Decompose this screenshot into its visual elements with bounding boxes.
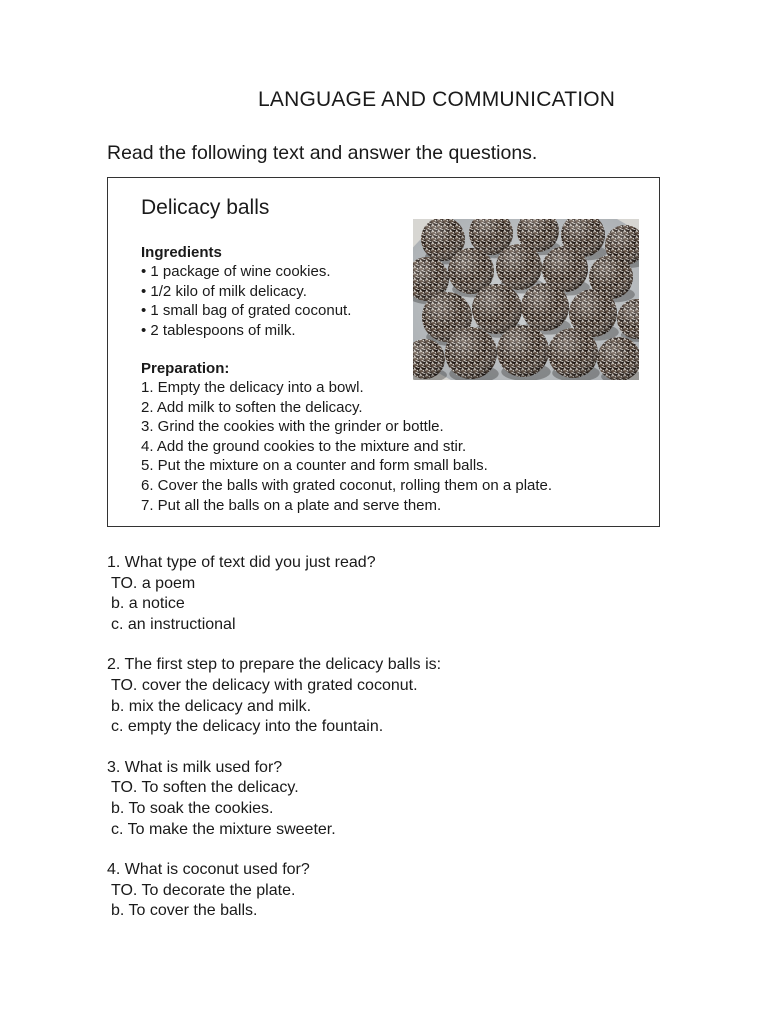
preparation-step: 5. Put the mixture on a counter and form small balls. xyxy=(141,457,488,475)
preparation-step: 2. Add milk to soften the delicacy. xyxy=(141,398,363,416)
document-title: LANGUAGE AND COMMUNICATION xyxy=(258,88,616,111)
answer-option: c. an instructional xyxy=(111,615,236,633)
ball-highlight xyxy=(521,283,569,331)
recipe-title: Delicacy balls xyxy=(141,196,270,219)
ball-highlight xyxy=(445,327,497,379)
question-block xyxy=(107,758,707,840)
answer-option: TO. a poem xyxy=(111,574,196,592)
preparation-step: 3. Grind the cookies with the grinder or bottle. xyxy=(141,418,444,436)
answer-option: TO. To decorate the plate. xyxy=(111,881,296,899)
ingredient-item: • 1 package of wine cookies. xyxy=(141,263,331,280)
ball-highlight xyxy=(496,244,542,290)
ball-highlight xyxy=(548,328,598,378)
questions-section xyxy=(107,553,707,942)
question-block xyxy=(107,553,707,635)
ingredient-item: • 2 tablespoons of milk. xyxy=(141,321,296,339)
preparation-step: 1. Empty the delicacy into a bowl. xyxy=(141,379,364,396)
answer-option: c. To make the mixture sweeter. xyxy=(111,820,336,838)
question-text: 2. The first step to prepare the delicacy balls is: xyxy=(107,656,442,674)
instruction-text: Read the following text and answer the questions. xyxy=(107,142,538,164)
question-block xyxy=(107,655,707,737)
ingredients-heading: Ingredients xyxy=(141,244,222,261)
ball-highlight xyxy=(497,325,549,377)
answer-option: b. mix the delicacy and milk. xyxy=(111,697,312,715)
question-text: 1. What type of text did you just read? xyxy=(107,554,376,571)
preparation-step: 6. Cover the balls with grated coconut, rolling them on a plate. xyxy=(141,476,553,494)
question-text: 4. What is coconut used for? xyxy=(107,861,310,879)
answer-option: b. To soak the cookies. xyxy=(111,799,274,817)
answer-option: TO. cover the delicacy with grated coconut. xyxy=(111,676,418,694)
answer-option: TO. To soften the delicacy. xyxy=(111,779,299,797)
answer-option: b. To cover the balls. xyxy=(111,902,258,920)
ingredients-list xyxy=(141,262,351,340)
question-block xyxy=(107,860,707,922)
answer-option: c. empty the delicacy into the fountain. xyxy=(111,718,384,736)
ingredient-item: • 1/2 kilo of milk delicacy. xyxy=(141,282,307,300)
ingredient-item: • 1 small bag of grated coconut. xyxy=(141,302,352,320)
preparation-heading: Preparation: xyxy=(141,360,230,377)
question-text: 3. What is milk used for? xyxy=(107,758,283,776)
preparation-step: 7. Put all the balls on a plate and serve them. xyxy=(141,496,442,514)
recipe-box xyxy=(107,177,660,527)
delicacy-balls-photo xyxy=(413,219,639,380)
preparation-step: 4. Add the ground cookies to the mixture and stir. xyxy=(141,437,467,455)
answer-option: b. a notice xyxy=(111,595,185,613)
preparation-steps xyxy=(141,378,552,515)
